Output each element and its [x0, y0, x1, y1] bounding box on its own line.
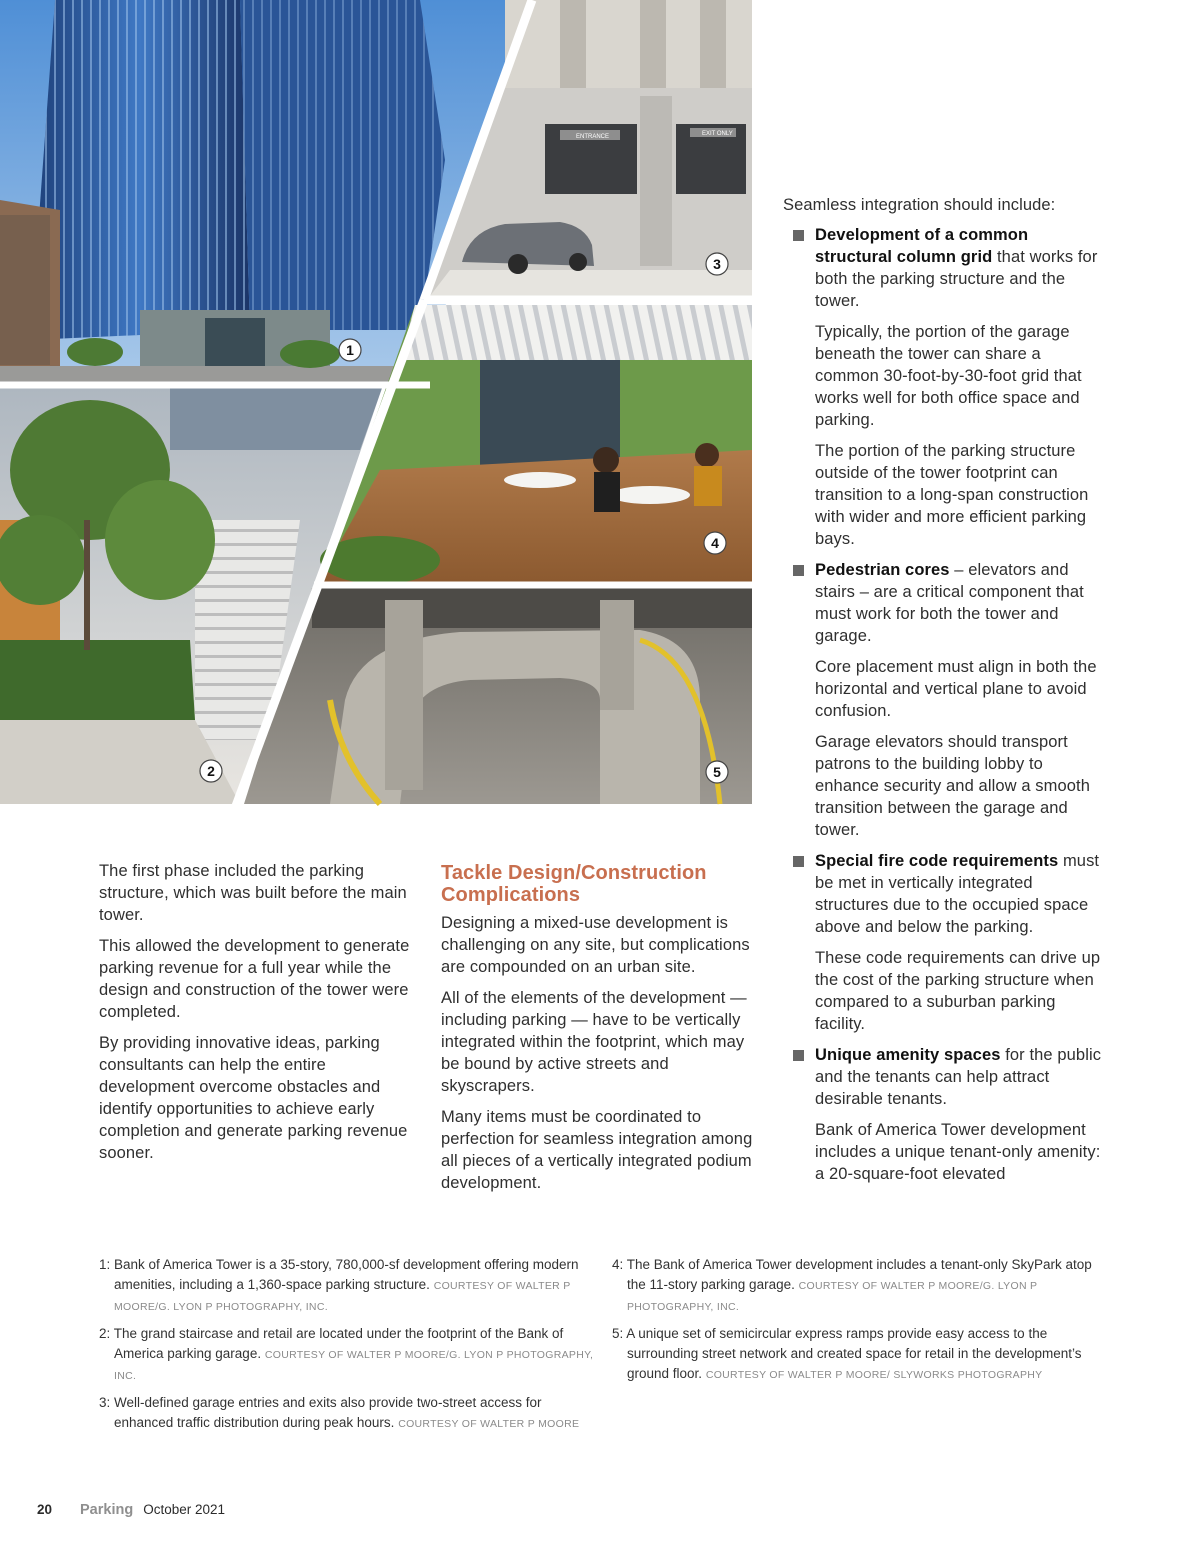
bullet-detail: These code requirements can drive up the cost of the parking structure when compared to a suburban parking facility.	[815, 949, 1101, 1033]
bullet-text: must be met in vertically integrated structures due to the occupied space above and below the parking.	[815, 852, 1100, 936]
photo-credit: COURTESY OF WALTER P MOORE/G. LYON P PHOTOGRAPHY, INC.	[114, 1349, 594, 1382]
svg-text:5: 5	[713, 764, 721, 780]
caption-text: 5: A unique set of semicircular express ramps provide easy access to the surrounding street network and created space for retail in the development’s ground floor.	[612, 1326, 1082, 1381]
photo-collage	[0, 0, 755, 806]
photo-badge-5	[706, 761, 728, 783]
svg-text:4: 4	[711, 535, 719, 551]
photo-badge-2	[200, 760, 222, 782]
photo-credit: COURTESY OF WALTER P MOORE/G. LYON P PHOTOGRAPHY, INC.	[627, 1280, 1038, 1313]
body-paragraph: By providing innovative ideas, parking consultants can help the entire development overcome obstacles and identify opportunities to achieve early completion and generate parking revenue sooner.	[99, 1034, 408, 1162]
section-heading: Tackle Design/Construction Complications	[441, 862, 707, 906]
photo-express-ramp	[244, 588, 752, 804]
article-column-right	[783, 194, 1108, 1194]
bullet-detail: Garage elevators should transport patrons to the building lobby to enhance security and allow a smooth transition between the garage and tower.	[815, 733, 1090, 839]
caption-text: 2: The grand staircase and retail are located under the footprint of the Bank of America parking garage.	[99, 1326, 564, 1361]
bullet-fire-code	[783, 850, 1108, 938]
body-paragraph: The first phase included the parking structure, which was built before the main tower.	[99, 862, 407, 924]
photo-caption-4	[612, 1255, 1092, 1317]
photo-badge-4	[704, 532, 726, 554]
caption-text: 3: Well-defined garage entries and exits also provide two-street access for enhanced traffic distribution during peak hours.	[99, 1395, 542, 1430]
page-footer	[37, 1502, 225, 1518]
list-intro: Seamless integration should include:	[783, 196, 1056, 214]
bullet-lead: Unique amenity spaces	[815, 1046, 1001, 1064]
bullet-detail: The portion of the parking structure outside of the tower footprint can transition to a long-span construction with wider and more efficient parking bays.	[815, 442, 1089, 548]
bullet-lead: Development of a common structural column grid	[815, 226, 1029, 266]
caption-text: 4: The Bank of America Tower development includes a tenant-only SkyPark atop the 11-story parking garage.	[612, 1257, 1092, 1292]
body-paragraph: Designing a mixed-use development is challenging on any site, but complications are compounded on an urban site.	[441, 914, 750, 976]
body-paragraph: All of the elements of the development — including parking — have to be vertically integrated within the footprint, which may be bound by active streets and skyscrapers.	[441, 989, 747, 1095]
bullet-column-grid	[783, 224, 1108, 312]
issue-date: October 2021	[143, 1502, 225, 1517]
body-paragraph: This allowed the development to generate parking revenue for a full year while the design and construction of the tower were completed.	[99, 937, 410, 1021]
caption-text: 1: Bank of America Tower is a 35-story, 780,000-sf development offering modern amenities, including a 1,360-space parking structure.	[99, 1257, 579, 1292]
photo-credit: COURTESY OF WALTER P MOORE/ SLYWORKS PHOTOGRAPHY	[705, 1369, 1043, 1381]
page-number: 20	[37, 1502, 53, 1517]
bullet-detail: Typically, the portion of the garage beneath the tower can share a common 30-foot-by-30-foot grid that works well for both office space and parking.	[815, 323, 1082, 429]
svg-text:2: 2	[207, 763, 215, 779]
photo-caption-2	[99, 1324, 599, 1386]
photo-caption-1	[99, 1255, 599, 1317]
bullet-detail: Core placement must align in both the horizontal and vertical plane to avoid confusion.	[815, 658, 1097, 720]
square-bullet-icon	[793, 1050, 804, 1061]
bullet-text: for the public and the tenants can help attract desirable tenants.	[815, 1046, 1102, 1108]
magazine-name: Parking	[80, 1502, 134, 1518]
article-column-middle	[441, 862, 763, 1203]
square-bullet-icon	[793, 230, 804, 241]
bullet-pedestrian-cores	[783, 559, 1108, 647]
photo-caption-5	[612, 1324, 1092, 1385]
photo-credit: COURTESY OF WALTER P MOORE	[398, 1418, 580, 1430]
photo-credit: COURTESY OF WALTER P MOORE/G. LYON P PHOTOGRAPHY, INC.	[114, 1280, 571, 1313]
photo-captions-left	[99, 1255, 599, 1441]
photo-captions-right	[612, 1255, 1092, 1392]
bullet-text: that works for both the parking structure and the tower.	[815, 248, 1098, 310]
sign-entrance: ENTRANCE	[576, 134, 610, 140]
bullet-detail: Bank of America Tower development includes a unique tenant-only amenity: a 20-square-foot elevated	[815, 1121, 1101, 1183]
bullet-amenity-spaces	[783, 1044, 1108, 1110]
svg-text:1: 1	[346, 342, 354, 358]
photo-badge-1	[339, 339, 361, 361]
photo-caption-3	[99, 1393, 599, 1434]
square-bullet-icon	[793, 565, 804, 576]
bullet-text: – elevators and stairs – are a critical component that must work for both the tower and garage.	[815, 561, 1084, 645]
photo-badge-3	[706, 253, 728, 275]
sign-exit: EXIT ONLY	[702, 131, 733, 137]
bullet-lead: Pedestrian cores	[815, 561, 950, 579]
article-column-left	[99, 860, 414, 1173]
body-paragraph: Many items must be coordinated to perfection for seamless integration among all pieces of a vertically integrated podium development.	[441, 1108, 753, 1192]
square-bullet-icon	[793, 856, 804, 867]
bullet-lead: Special fire code requirements	[815, 852, 1059, 870]
svg-text:3: 3	[713, 256, 721, 272]
